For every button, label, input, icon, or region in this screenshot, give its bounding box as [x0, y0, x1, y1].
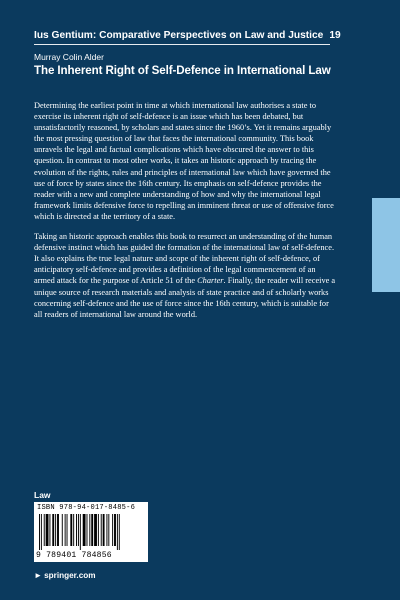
- charter-italic: Charter: [197, 276, 224, 286]
- description-paragraph-1: Determining the earliest point in time at which international law authorises a state to exercise its inherent right of self-defence is an issue which has been debated, but unsatisfactorily reasoned, by scholars and states since the 1960’s. Yet it remains arguably the most pressing question of law that faces the international community. This book unravels the legal and factual complications which have obscured the answer to this question. In contrast to most other works, it takes an historic approach by tracing the evolution of the rights, rules and principles of international law which have governed the use of force by states since the 16th century. Its emphasis on self-defence provides the reader with a new and complete understanding of how and why the international legal framework limits defensive force to repelling an imminent threat or use of offensive force which is directed at the territory of a state.: [34, 101, 334, 221]
- series-volume: 19: [329, 30, 341, 41]
- isbn-label: ISBN 978-94-017-8485-6: [37, 504, 136, 512]
- publisher-url: springer.com: [44, 571, 96, 580]
- series-title: [34, 30, 341, 41]
- description-paragraph-2-part-1: Taking an historic approach enables this book to resurrect an understanding of the human defensive instinct which has guided the formation of the international law of self-defence. It also explains the true legal nature and scope of the inherent right of self-defence, of anticipatory self-defence and provides a definition of the legal commencement of an armed attack for the purpose of Article 51 of the: [34, 232, 335, 286]
- book-title: The Inherent Right of Self-Defence in International Law: [34, 64, 331, 77]
- author-name: Murray Colin Alder: [34, 52, 104, 62]
- arrow-right-icon: ►: [34, 571, 43, 580]
- side-color-tab: [372, 198, 400, 292]
- barcode-number: 9 789401 784856: [36, 551, 112, 560]
- description-paragraph-2: [34, 231, 338, 320]
- barcode-icon: [38, 514, 144, 550]
- book-description: [34, 100, 338, 329]
- subject-category: Law: [34, 490, 51, 500]
- publisher-link[interactable]: [34, 571, 96, 580]
- barcode-panel: [34, 502, 148, 562]
- header-divider: [34, 44, 330, 45]
- series-name: Ius Gentium: Comparative Perspectives on Law and Justice: [34, 30, 324, 41]
- description-paragraph-2-part-2: . Finally, the reader will receive a unique source of research materials and analysis of state practice and of scholarly works concerning self-defence and the use of force since the 16th century, which is suitable for all readers of international law around the world.: [34, 276, 336, 319]
